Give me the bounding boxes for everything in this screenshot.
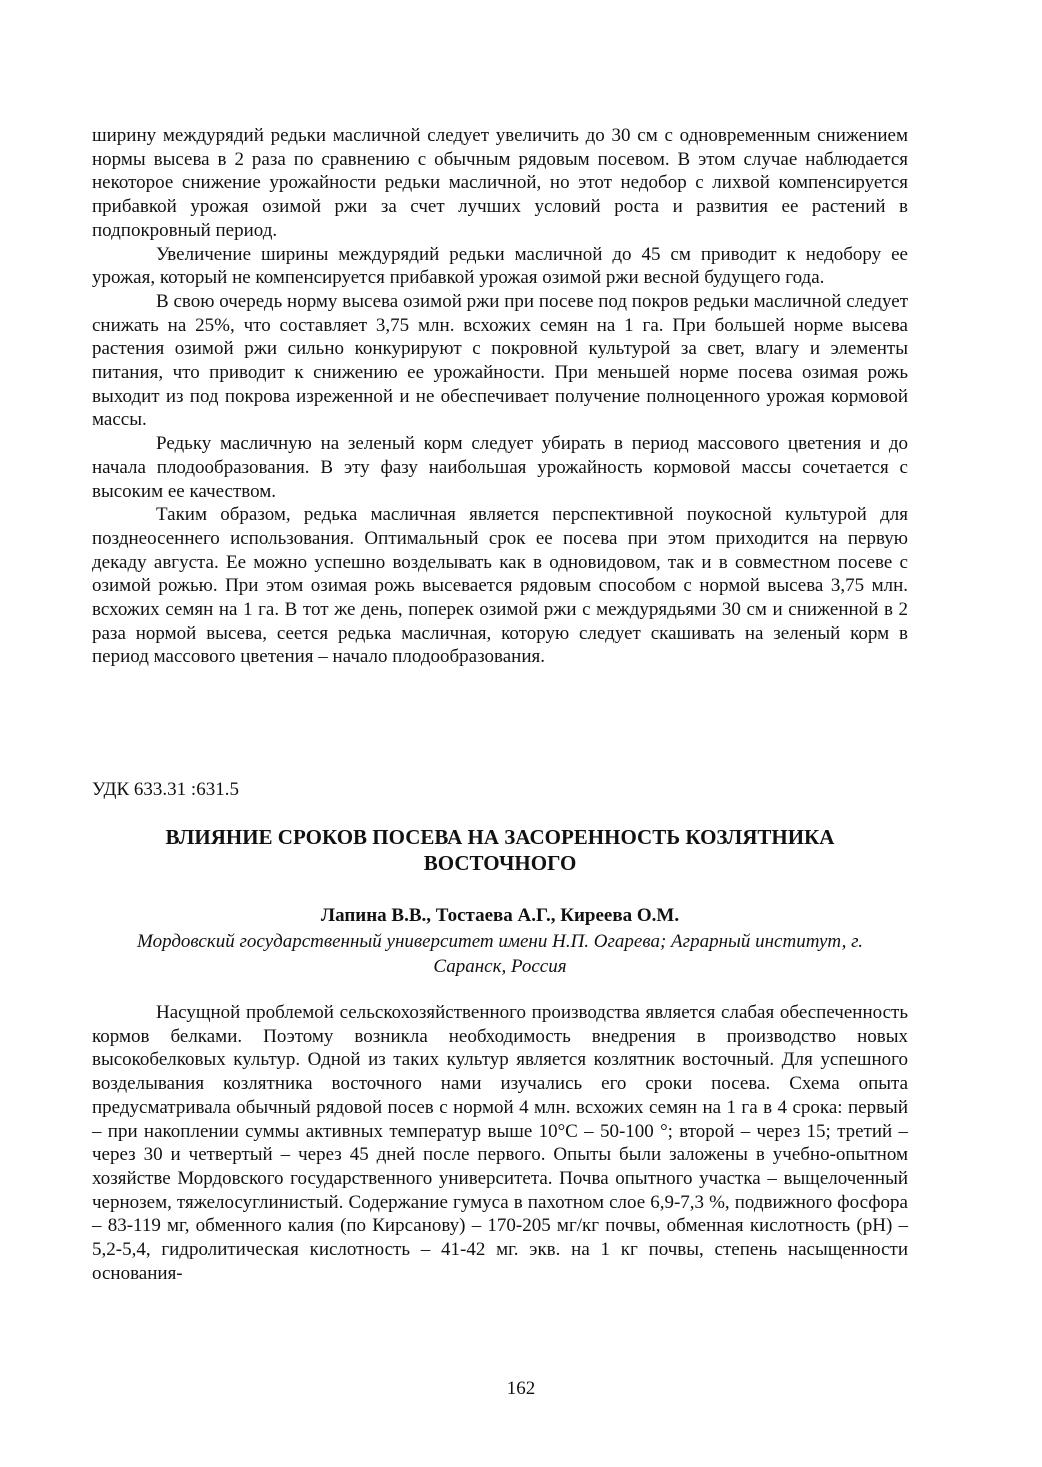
previous-article-conclusion (92, 124, 908, 669)
title-line: ВЛИЯНИЕ СРОКОВ ПОСЕВА НА ЗАСОРЕННОСТЬ КОЗЛЯТНИКА (165, 825, 835, 849)
paragraph: ширину междурядий редьки масличной следует увеличить до 30 см с одновременным снижением нормы высева в 2 раза по сравнению с обычным рядовым посевом. В этом случае наблюдается некоторое снижение урожайности редьки масличной, но этот недобор с лихвой компенсируется прибавкой урожая озимой ржи за счет лучших условий роста и развития ее растений в подпокровный период. (92, 125, 908, 241)
paragraph: Редьку масличную на зеленый корм следует убирать в период массового цветения и до начала плодообразования. В эту фазу наибольшая урожайность кормовой массы сочетается с высоким ее качеством. (92, 433, 908, 502)
article-title (92, 824, 908, 876)
paragraph: В свою очередь норму высева озимой ржи при посеве под покров редьки масличной следует снижать на 25%, что составляет 3,75 млн. всхожих семян на 1 га. При большей норме высева растения озимой ржи сильно конкурируют с покровной культурой за свет, влагу и элементы питания, что приводит к снижению ее урожайности. При меньшей норме посева озимая рожь выходит из под покрова изреженной и не обеспечивает получение полноценного урожая кормовой массы. (92, 290, 908, 431)
paragraph: Насущной проблемой сельскохозяйственного производства является слабая обеспеченность кормов белками. Поэтому возникла необходимость внедрения в производство новых высокобелковых культур. Одной из таких культур является козлятник восточный. Для успешного возделывания козлятника восточного нами изучались его сроки посева. Схема опыта предусматривала обычный рядовой посев с нормой 4 млн. всхожих семян на 1 га в 4 срока: первый – при накоплении суммы активных температур выше 10°С – 50-100 °; второй – через 15; третий – через 30 и четвертый – через 45 дней после первого. Опыты были заложены в учебно-опытном хозяйстве Мордовского государственного университета. Почва опытного участка – выщелоченный чернозем, тяжелосуглинистый. Содержание гумуса в пахотном слое 6,9-7,3 %, подвижного фосфора – 83-119 мг, обменного калия (по Кирсанову) – 170-205 мг/кг почвы, обменная кислотность (pH) – 5,2-5,4, гидролитическая кислотность – 41-42 мг. экв. на 1 кг почвы, степень насыщенности основания- (92, 1002, 908, 1284)
udk-code: УДК 633.31 :631.5 (92, 779, 239, 800)
title-line: ВОСТОЧНОГО (423, 851, 577, 875)
article-body (92, 1001, 908, 1285)
article-authors: Лапина В.В., Тостаева А.Г., Киреева О.М. (320, 905, 680, 926)
page-number: 162 (506, 1378, 536, 1399)
paragraph: Увеличение ширины междурядий редьки масличной до 45 см приводит к недобору ее урожая, который не компенсируется прибавкой урожая озимой ржи весной будущего года. (92, 243, 908, 289)
paragraph: Таким образом, редька масличная является перспективной поукосной культурой для позднеосеннего использования. Оптимальный срок ее посева при этом приходится на первую декаду августа. Ее можно успешно возделывать как в одновидовом, так и в совместном посеве с озимой рожью. При этом озимая рожь высевается рядовым способом с нормой высева 3,75 млн. всхожих семян на 1 га. В тот же день, поперек озимой ржи с междурядьями 30 см и сниженной в 2 раза нормой высева, сеется редька масличная, которую следует скашивать на зеленый корм в период массового цветения – начало плодообразования. (92, 504, 908, 668)
author-affiliation: Мордовский государственный университет имени Н.П. Огарева; Аграрный институт, г. Саранск, Россия (137, 931, 863, 977)
